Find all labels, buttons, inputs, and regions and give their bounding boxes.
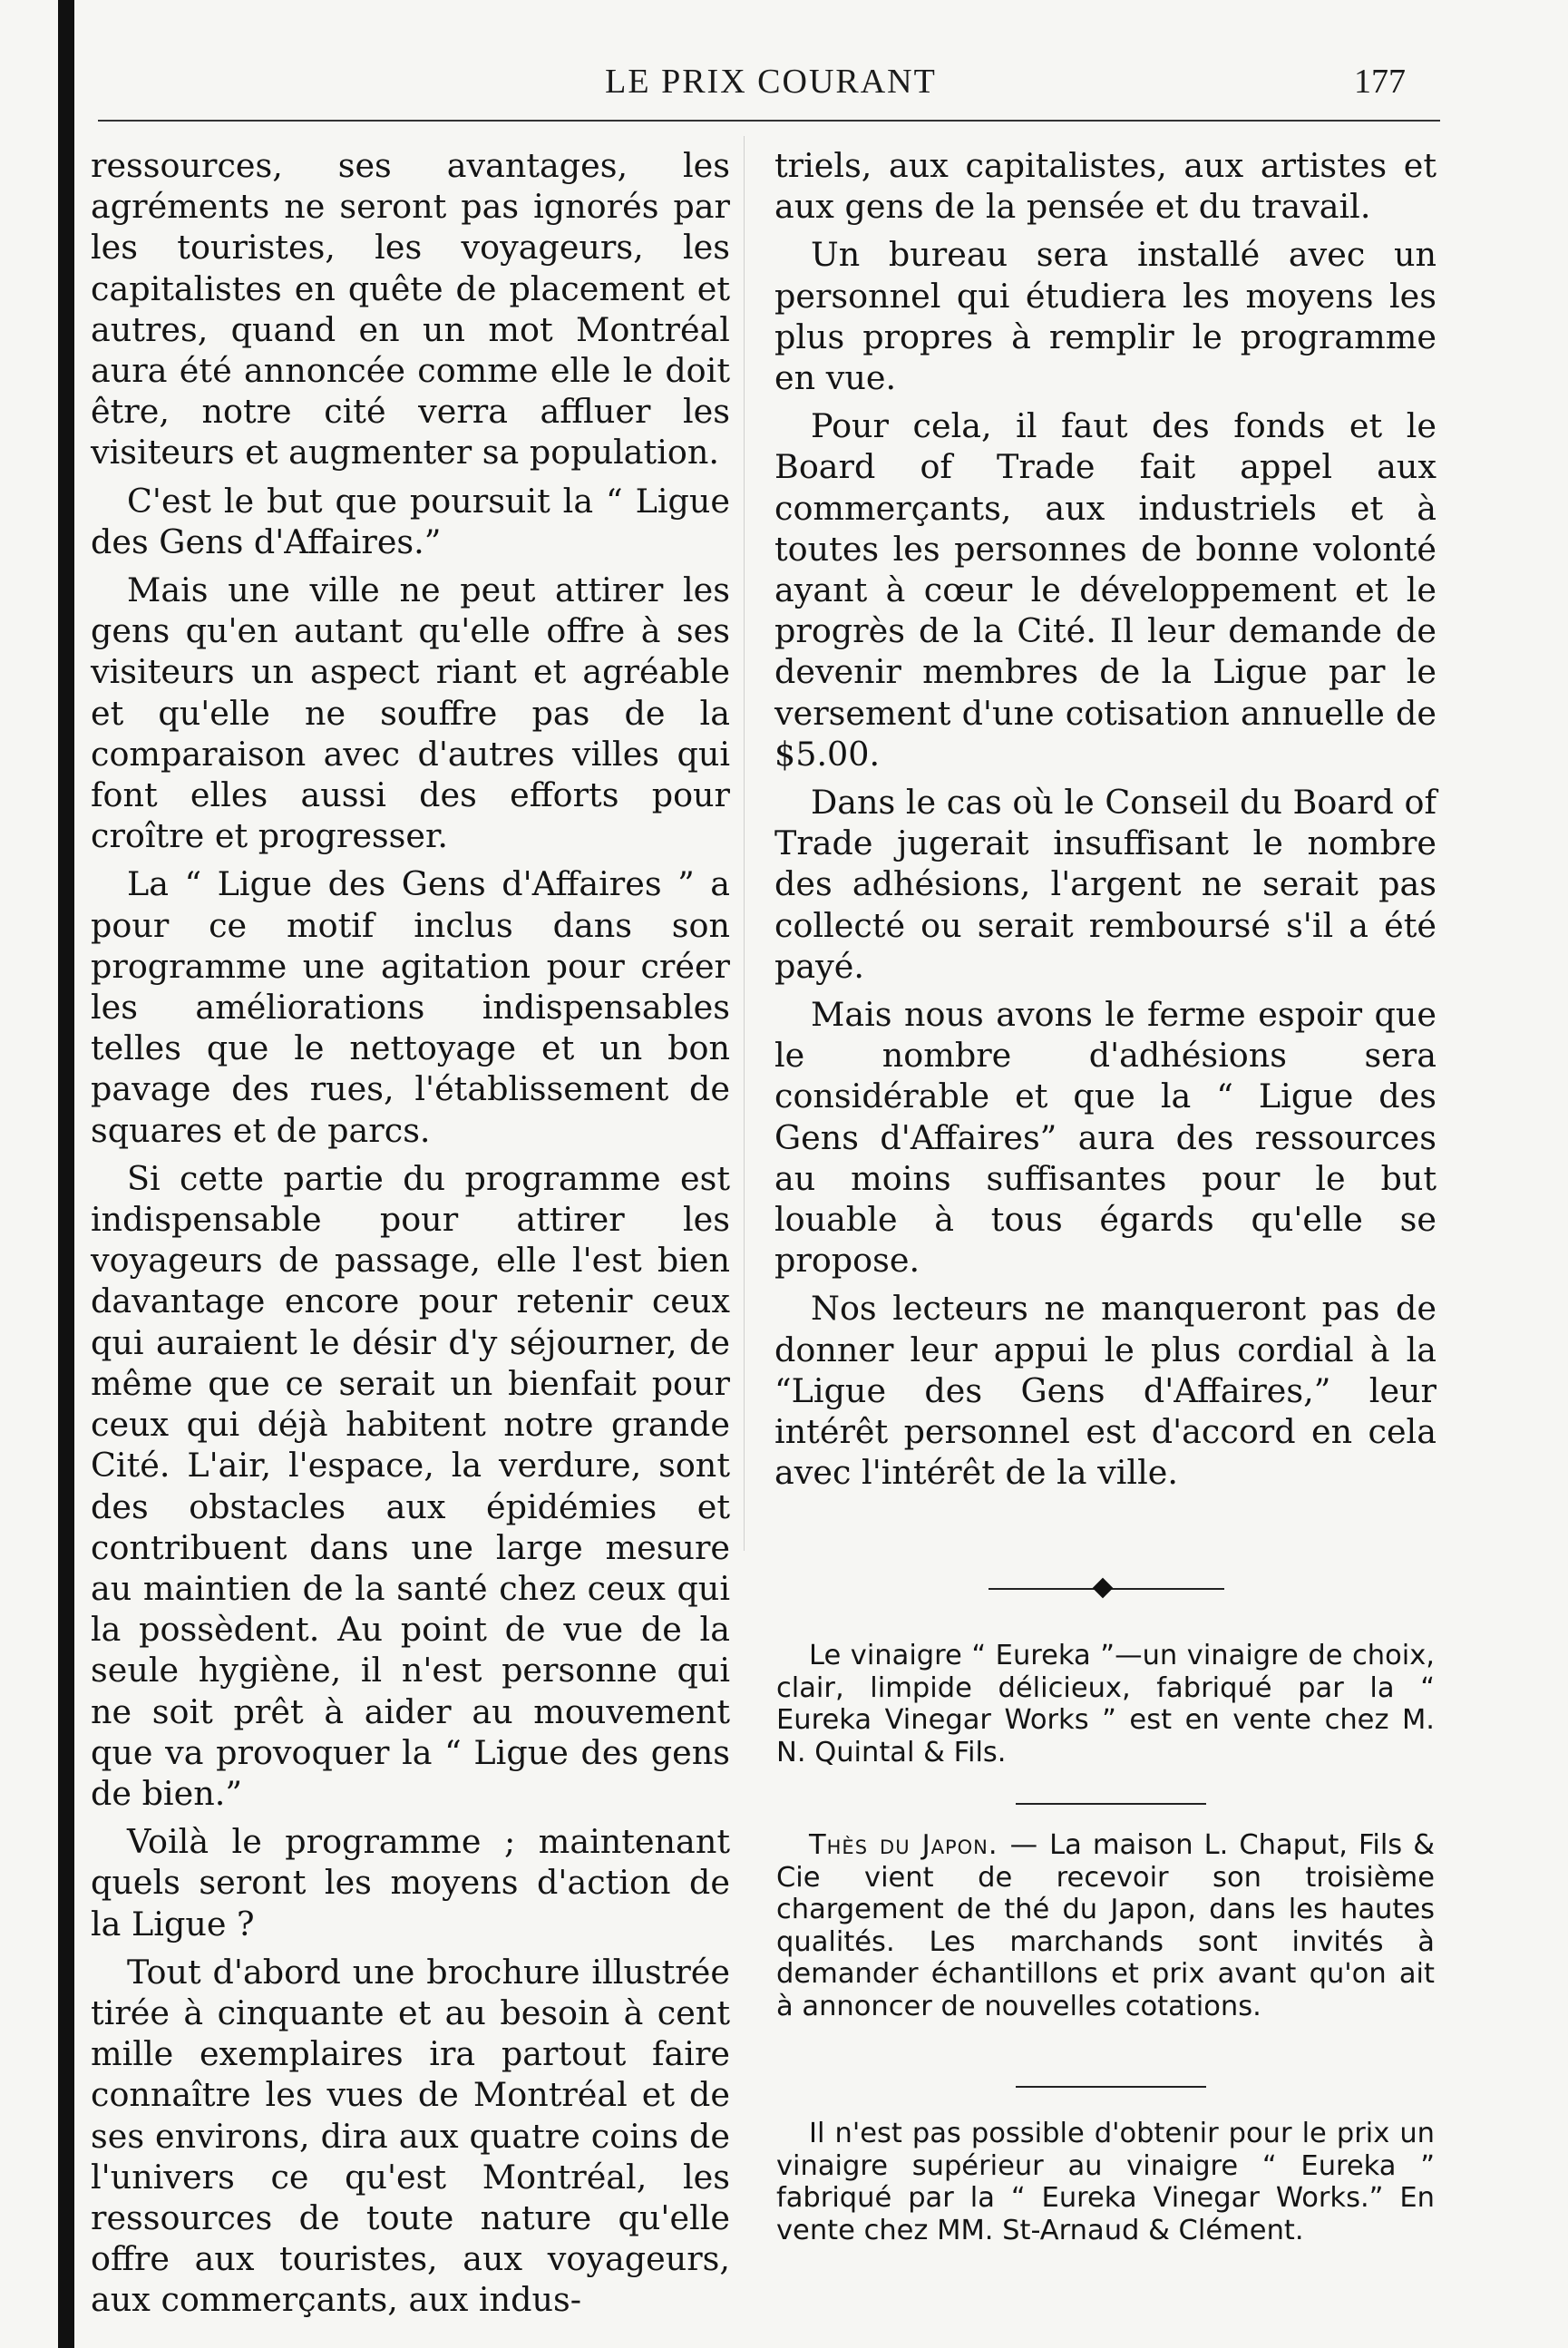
notice-eureka-vinegar bbox=[776, 1640, 1435, 1768]
notice-heading: Thès du Japon. — bbox=[809, 1829, 1039, 1861]
article-paragraph: Un bureau sera installé avec un personnel qui étudiera les moyens les plus propres à remplir le programme en vue. bbox=[774, 235, 1437, 398]
left-column bbox=[91, 145, 730, 2328]
article-paragraph: Mais nous avons le ferme espoir que le nombre d'adhésions sera considérable et que la “ Ligue des Gens d'Affaires” aura des ressources au moins suffisantes pour le but louable à tous égards qu'elle se propose. bbox=[774, 995, 1437, 1281]
notice-text bbox=[776, 1829, 1435, 2022]
notice-separator bbox=[1016, 1803, 1206, 1805]
notice-text: Le vinaigre “ Eureka ”—un vinaigre de choix, clair, limpide délicieux, fabriqué par la “ Eureka Vinegar Works ” est en vente chez M. N. Quintal & Fils. bbox=[776, 1640, 1435, 1768]
header-rule bbox=[98, 120, 1440, 122]
article-paragraph: La “ Ligue des Gens d'Affaires ” a pour ce motif inclus dans son programme une agitation pour créer les améliorations indispensables telles que le nettoyage et un bon pavage des rues, l'établissement de squares et de parcs. bbox=[91, 864, 730, 1150]
notice-body: La maison L. Chaput, Fils & Cie vient de recevoir son troisième chargement de thé du Japon, dans les hautes qualités. Les marchands sont invités à demander échantillons et prix avant qu'on ait à annoncer de nouvelles cotations. bbox=[776, 1829, 1436, 2022]
article-paragraph: Tout d'abord une brochure illustrée tirée à cinquante et au besoin à cent mille exemplaires ira partout faire connaître les vues de Montréal et de ses environs, dira aux quatre coins de l'univers ce qu'est Montréal, les ressources de toute nature qu'elle offre aux touristes, aux voyageurs, aux commerçants, aux indus- bbox=[91, 1952, 730, 2320]
article-paragraph: C'est le but que poursuit la “ Ligue des Gens d'Affaires.” bbox=[91, 481, 730, 561]
article-paragraph: Pour cela, il faut des fonds et le Board of Trade fait appel aux commerçants, aux industriels et à toutes les personnes de bonne volonté ayant à cœur le développement et le progrès de la Cité. Il leur demande de devenir membres de la Ligue par le versement d'une cotisation annuelle de $5.00. bbox=[774, 406, 1437, 774]
notice-japan-tea bbox=[776, 1829, 1435, 2022]
notice-text: Il n'est pas possible d'obtenir pour le prix un vinaigre supérieur au vinaigre “ Eureka ” fabriqué par la “ Eureka Vinegar Works.” En vente chez MM. St-Arnaud & Clément. bbox=[776, 2118, 1435, 2246]
section-ornament bbox=[989, 1580, 1224, 1598]
running-title: LE PRIX COURANT bbox=[605, 63, 937, 101]
page-header bbox=[100, 56, 1442, 112]
article-paragraph: Dans le cas où le Conseil du Board of Trade jugerait insuffisant le nombre des adhésions, l'argent ne serait pas collecté ou serait remboursé s'il a été payé. bbox=[774, 783, 1437, 986]
column-divider bbox=[744, 136, 745, 1551]
article-paragraph: Mais une ville ne peut attirer les gens qu'en autant qu'elle offre à ses visiteurs un aspect riant et agréable et qu'elle ne souffre pas de la comparaison avec d'autres villes qui font elles aussi des efforts pour croître et progresser. bbox=[91, 570, 730, 856]
notice-superior-vinegar bbox=[776, 2118, 1435, 2246]
article-paragraph: Voilà le programme ; maintenant quels seront les moyens d'action de la Ligue ? bbox=[91, 1822, 730, 1944]
article-paragraph: ressources, ses avantages, les agréments ne seront pas ignorés par les touristes, les voyageurs, les capitalistes en quête de placement et autres, quand en un mot Montréal aura été annoncée comme elle le doit être, notre cité verra affluer les visiteurs et augmenter sa population. bbox=[91, 146, 730, 473]
right-column bbox=[774, 145, 1437, 1501]
notice-separator bbox=[1016, 2086, 1206, 2088]
article-paragraph: triels, aux capitalistes, aux artistes et aux gens de la pensée et du travail. bbox=[774, 146, 1437, 227]
article-paragraph: Nos lecteurs ne manqueront pas de donner leur appui le plus cordial à la “Ligue des Gens d'Affaires,” leur intérêt personnel est d'accord en cela avec l'intérêt de la ville. bbox=[774, 1289, 1437, 1493]
article-paragraph: Si cette partie du programme est indispensable pour attirer les voyageurs de passage, elle l'est bien davantage encore pour retenir ceux qui auraient le désir d'y séjourner, de même que ce serait un bienfait pour ceux qui déjà habitent notre grande Cité. L'air, l'espace, la verdure, sont des obstacles aux épidémies et contribuent dans une large mesure au maintien de la santé chez ceux qui la possèdent. Au point de vue de la seule hygiène, il n'est personne qui ne soit prêt à aider au mouvement que va provoquer la “ Ligue des gens de bien.” bbox=[91, 1158, 730, 1813]
page-number: 177 bbox=[1354, 63, 1406, 101]
page-binding-edge bbox=[58, 0, 74, 2348]
diamond-icon bbox=[1093, 1578, 1114, 1599]
